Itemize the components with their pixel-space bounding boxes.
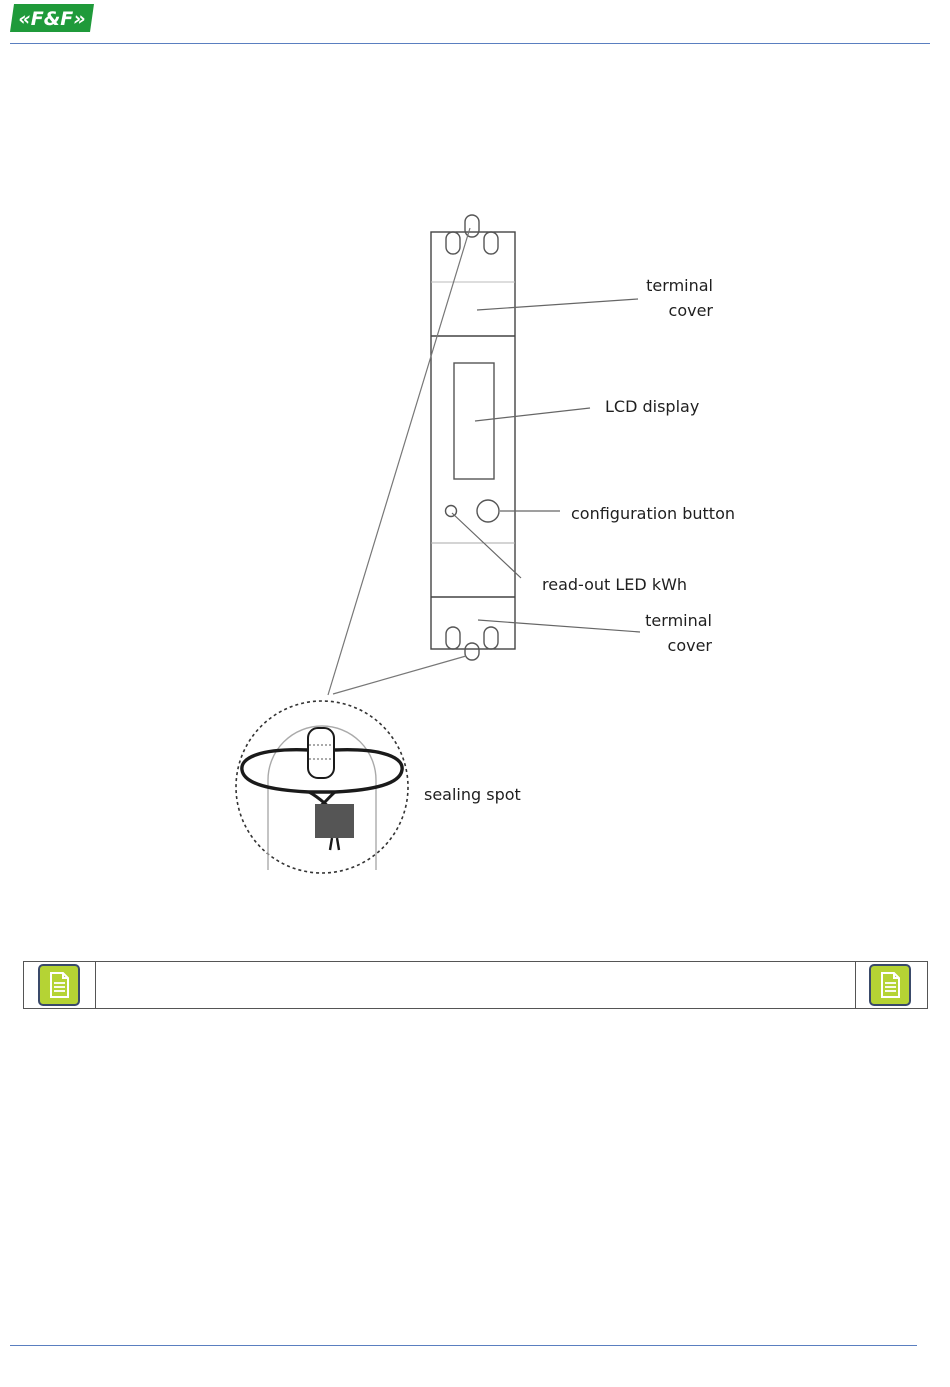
bottom-seal-lug (465, 643, 479, 660)
logo-text: «F&F» (18, 8, 86, 30)
seal-block (315, 804, 354, 838)
lcd-display (454, 363, 494, 479)
label-terminal-cover-top-2: cover (668, 301, 713, 320)
leader-lcd-display (475, 408, 590, 421)
top-seal-lug (465, 215, 479, 237)
label-sealing-spot: sealing spot (424, 785, 521, 804)
readout-led (446, 506, 457, 517)
note-box (23, 961, 928, 1009)
note-document-icon (38, 964, 80, 1006)
label-terminal-cover-top-1: terminal (646, 276, 713, 295)
bottom-slot-right (484, 627, 498, 649)
sealing-spot-detail (236, 701, 408, 873)
label-readout-led: read-out LED kWh (542, 575, 688, 594)
bottom-slot-left (446, 627, 460, 649)
footer-rule (10, 1345, 917, 1346)
label-terminal-cover-bottom-1: terminal (645, 611, 712, 630)
meter-body (431, 232, 515, 649)
configuration-button (477, 500, 499, 522)
leader-readout-led (452, 513, 521, 578)
note-text (96, 962, 851, 1008)
label-terminal-cover-bottom-2: cover (667, 636, 712, 655)
note-left-cell (24, 962, 96, 1008)
top-slot-left (446, 232, 460, 254)
top-slot-right (484, 232, 498, 254)
leader-terminal-cover-top (477, 299, 638, 310)
label-configuration-button: configuration button (571, 504, 735, 523)
note-document-icon (869, 964, 911, 1006)
label-lcd-display: LCD display (605, 397, 700, 416)
leader-terminal-cover-bottom (478, 620, 640, 632)
zoom-line-top (328, 228, 470, 695)
zoom-line-bottom (333, 656, 466, 694)
note-right-cell (855, 962, 927, 1008)
